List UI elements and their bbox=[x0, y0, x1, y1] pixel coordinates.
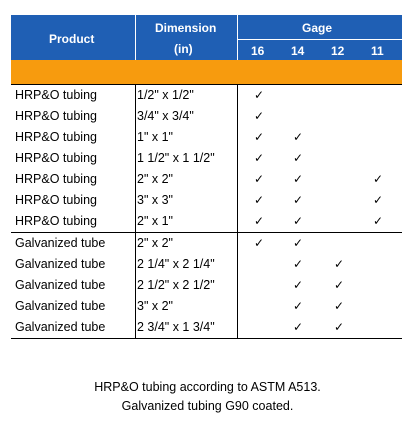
header-gage-divider bbox=[237, 39, 402, 40]
tubing-group bbox=[11, 84, 402, 232]
header-gage-14: 14 bbox=[291, 44, 305, 58]
orange-band bbox=[11, 60, 402, 84]
gage-11-cell bbox=[368, 127, 388, 148]
gage-16-cell: ✓ bbox=[253, 214, 265, 228]
gage-16-cell: ✓ bbox=[253, 130, 265, 144]
gage-14-cell bbox=[288, 85, 308, 106]
column-divider bbox=[237, 85, 238, 232]
gage-12-cell bbox=[329, 169, 349, 190]
table-row bbox=[11, 233, 402, 254]
column-divider bbox=[237, 233, 238, 338]
dimension-cell: 3" x 3" bbox=[137, 193, 173, 207]
gage-14-cell: ✓ bbox=[292, 299, 304, 313]
dimension-cell: 2" x 2" bbox=[137, 236, 173, 250]
gage-11-cell: ✓ bbox=[372, 172, 384, 186]
gage-14-cell: ✓ bbox=[292, 214, 304, 228]
table-row bbox=[11, 211, 402, 232]
header-divider bbox=[135, 15, 136, 60]
gage-16-cell bbox=[249, 296, 269, 317]
header-gage-16: 16 bbox=[251, 44, 265, 58]
dimension-cell: 1 1/2" x 1 1/2" bbox=[137, 151, 215, 165]
product-cell: HRP&O tubing bbox=[15, 130, 97, 144]
gage-11-cell bbox=[368, 106, 388, 127]
product-cell: Galvanized tube bbox=[15, 236, 106, 250]
header-dimension: Dimension bbox=[155, 21, 217, 35]
gage-12-cell: ✓ bbox=[333, 320, 345, 334]
gage-16-cell: ✓ bbox=[253, 151, 265, 165]
note-line-1: HRP&O tubing according to ASTM A513. bbox=[94, 380, 321, 394]
gage-16-cell: ✓ bbox=[253, 193, 265, 207]
column-divider bbox=[135, 85, 136, 232]
gage-12-cell: ✓ bbox=[333, 278, 345, 292]
gage-12-cell: ✓ bbox=[333, 257, 345, 271]
table-row bbox=[11, 148, 402, 169]
table-row bbox=[11, 106, 402, 127]
gage-16-cell: ✓ bbox=[253, 236, 265, 250]
dimension-cell: 2" x 1" bbox=[137, 214, 173, 228]
gage-12-cell bbox=[329, 127, 349, 148]
galvanized-group bbox=[11, 232, 402, 339]
gage-12-cell bbox=[329, 85, 349, 106]
product-cell: Galvanized tube bbox=[15, 278, 106, 292]
table-row bbox=[11, 190, 402, 211]
gage-16-cell bbox=[249, 275, 269, 296]
gage-11-cell bbox=[368, 317, 388, 338]
table-row bbox=[11, 296, 402, 317]
product-cell: HRP&O tubing bbox=[15, 172, 97, 186]
gage-14-cell: ✓ bbox=[292, 172, 304, 186]
gage-12-cell bbox=[329, 233, 349, 254]
gage-16-cell bbox=[249, 317, 269, 338]
header-gage-11: 11 bbox=[371, 44, 384, 58]
table-row bbox=[11, 127, 402, 148]
product-cell: Galvanized tube bbox=[15, 257, 106, 271]
dimension-cell: 3" x 2" bbox=[137, 299, 173, 313]
gage-16-cell bbox=[249, 254, 269, 275]
gage-11-cell bbox=[368, 233, 388, 254]
dimension-cell: 3/4" x 3/4" bbox=[137, 109, 194, 123]
product-cell: HRP&O tubing bbox=[15, 151, 97, 165]
product-cell: Galvanized tube bbox=[15, 299, 106, 313]
gage-11-cell bbox=[368, 296, 388, 317]
note-line-2: Galvanized tubing G90 coated. bbox=[121, 399, 294, 413]
header-product: Product bbox=[49, 32, 95, 46]
column-divider bbox=[135, 233, 136, 338]
dimension-cell: 2 1/4" x 2 1/4" bbox=[137, 257, 215, 271]
gage-14-cell: ✓ bbox=[292, 320, 304, 334]
table-row bbox=[11, 317, 402, 338]
gage-11-cell bbox=[368, 275, 388, 296]
gage-14-cell: ✓ bbox=[292, 278, 304, 292]
table-row bbox=[11, 85, 402, 106]
gage-11-cell bbox=[368, 85, 388, 106]
gage-16-cell: ✓ bbox=[253, 172, 265, 186]
table-row bbox=[11, 254, 402, 275]
gage-14-cell: ✓ bbox=[292, 130, 304, 144]
gage-11-cell bbox=[368, 254, 388, 275]
product-cell: HRP&O tubing bbox=[15, 193, 97, 207]
table-row bbox=[11, 169, 402, 190]
gage-12-cell bbox=[329, 148, 349, 169]
gage-12-cell bbox=[329, 106, 349, 127]
table-row bbox=[11, 275, 402, 296]
gage-14-cell: ✓ bbox=[292, 257, 304, 271]
product-table bbox=[11, 15, 402, 339]
product-cell: Galvanized tube bbox=[15, 320, 106, 334]
product-cell: HRP&O tubing bbox=[15, 88, 97, 102]
gage-11-cell: ✓ bbox=[372, 193, 384, 207]
header-divider bbox=[237, 15, 238, 60]
gage-12-cell bbox=[329, 211, 349, 232]
gage-14-cell: ✓ bbox=[292, 236, 304, 250]
gage-16-cell: ✓ bbox=[253, 88, 265, 102]
dimension-cell: 1" x 1" bbox=[137, 130, 173, 144]
gage-12-cell: ✓ bbox=[333, 299, 345, 313]
product-cell: HRP&O tubing bbox=[15, 109, 97, 123]
product-cell: HRP&O tubing bbox=[15, 214, 97, 228]
dimension-cell: 2 3/4" x 1 3/4" bbox=[137, 320, 215, 334]
dimension-cell: 2 1/2" x 2 1/2" bbox=[137, 278, 215, 292]
header-dimension-unit: (in) bbox=[174, 42, 193, 56]
gage-11-cell bbox=[368, 148, 388, 169]
dimension-cell: 1/2" x 1/2" bbox=[137, 88, 194, 102]
gage-14-cell: ✓ bbox=[292, 193, 304, 207]
dimension-cell: 2" x 2" bbox=[137, 172, 173, 186]
header-gage: Gage bbox=[302, 21, 333, 35]
gage-16-cell: ✓ bbox=[253, 109, 265, 123]
header-gage-12: 12 bbox=[331, 44, 345, 58]
gage-12-cell bbox=[329, 190, 349, 211]
gage-14-cell bbox=[288, 106, 308, 127]
gage-11-cell: ✓ bbox=[372, 214, 384, 228]
gage-14-cell: ✓ bbox=[292, 151, 304, 165]
table-header bbox=[11, 15, 402, 60]
